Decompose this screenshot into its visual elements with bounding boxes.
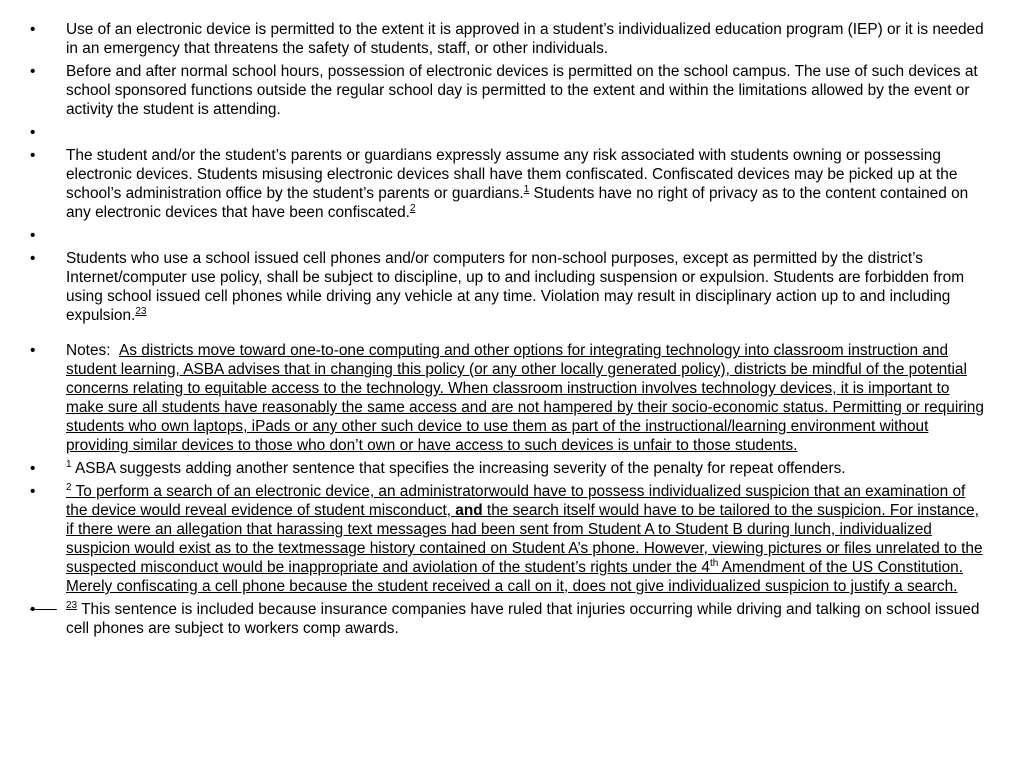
list-item-notes [30, 341, 990, 455]
footnote-ref[interactable]: 23 [135, 305, 147, 317]
footnote-emphasis: and [455, 502, 483, 519]
list-item-empty [30, 123, 990, 142]
item-text: Students have no right of privacy as to the content contained on any electronic devices that have been confiscated. [66, 185, 969, 221]
bullet-list [30, 20, 990, 642]
footnote-number: 2 [66, 481, 72, 493]
footnote-text: ASBA suggests adding another sentence that specifies the increasing severity of the penalty for repeat offenders. [71, 460, 846, 477]
bullet-icon: • [30, 342, 36, 359]
footnote-text: Amendment of the US Constitution. Merely confiscating a cell phone because the student received a call on it, does not give individualized suspicion to justify a search. [66, 559, 963, 595]
footnote-ref[interactable]: 2 [409, 202, 416, 214]
list-item-empty [30, 226, 990, 245]
item-text: Before and after normal school hours, possession of electronic devices is permitted on the school campus. The use of such devices at school sponsored functions outside the regular school day is permitted to the extent and within the limitations allowed by the event or activity the student is attending. [66, 63, 978, 118]
list-item-risk [30, 146, 990, 222]
list-item-footnote-1 [30, 459, 990, 478]
notes-text: As districts move toward one-to-one computing and other options for integrating technology into classroom instruction and student learning, ASBA advises that in changing this policy (or any other locally generated policy), districts be mindful of the potential concerns relating to equitable access to the technology. When classroom instruction involves technology devices, it is important to make sure all students have reasonably the same access and are not hampered by their socio-economic status. Permitting or requiring students who own laptops, iPads or any other such device to use them as part of the instructional/learning environment without providing similar devices to those who don’t own or have access to such devices is unfair to those students. [66, 342, 984, 454]
bullet-icon: • [30, 227, 36, 244]
footnote-number: 23 [66, 599, 78, 611]
footnote-ref[interactable]: 1 [523, 183, 530, 195]
footnote-text: This sentence is included because insurance companies have ruled that injuries occurring while driving and talking on school issued cell phones are subject to workers comp awards. [66, 601, 980, 637]
list-item-school-hours [30, 62, 990, 119]
item-text: Students who use a school issued cell phones and/or computers for non-school purposes, except as permitted by the district’s Internet/computer use policy, shall be subject to discipline, up to and including suspension or expulsion. Students are forbidden from using school issued cell phones while driving any vehicle at any time. Violation may result in disciplinary action up to and including expulsion. [66, 250, 965, 324]
list-item-footnote-3 [30, 600, 990, 638]
notes-label: Notes: [66, 342, 111, 359]
item-text: Use of an electronic device is permitted to the extent it is approved in a student’s individualized education program (IEP) or it is needed in an emergency that threatens the safety of students, staff, or other individuals. [66, 21, 984, 57]
bullet-icon: • [30, 124, 36, 141]
list-item-school-issued [30, 249, 990, 325]
bullet-icon: • [30, 483, 36, 500]
list-item-iep [30, 20, 990, 58]
footnote-text: To perform a search of an electronic device, an administratorwould have to possess individualized suspicion that an examination of the device would reveal evidence of student misconduct, [66, 483, 966, 519]
bullet-icon: • [30, 460, 36, 477]
footnote-body [66, 483, 983, 595]
list-item-footnote-2 [30, 482, 990, 596]
bullet-icon: • [30, 21, 36, 38]
footnote-number: 1 [66, 458, 72, 470]
bullet-icon: • [30, 250, 36, 267]
ordinal-suffix: th [709, 557, 719, 569]
bullet-icon: • [30, 147, 36, 164]
item-text: The student and/or the student’s parents or guardians expressly assume any risk associated with students owning or possessing electronic devices. Students misusing electronic devices shall have them confiscated. Confiscated devices may be picked up at the school’s administration office by the student’s parents or guardians. [66, 147, 958, 202]
footnote-text: the search itself would have to be tailored to the suspicion. For instance, if there were an allegation that harassing text messages had been sent from Student A to Student B during lunch, individualized suspicion would exist as to the textmessage history contained on Student A’s phone. However, viewing pictures or files unrelated to the suspected misconduct would be inappropriate and aviolation of the student’s rights under the 4 [66, 502, 983, 576]
bullet-icon: • [30, 601, 36, 618]
bullet-icon: • [30, 63, 36, 80]
